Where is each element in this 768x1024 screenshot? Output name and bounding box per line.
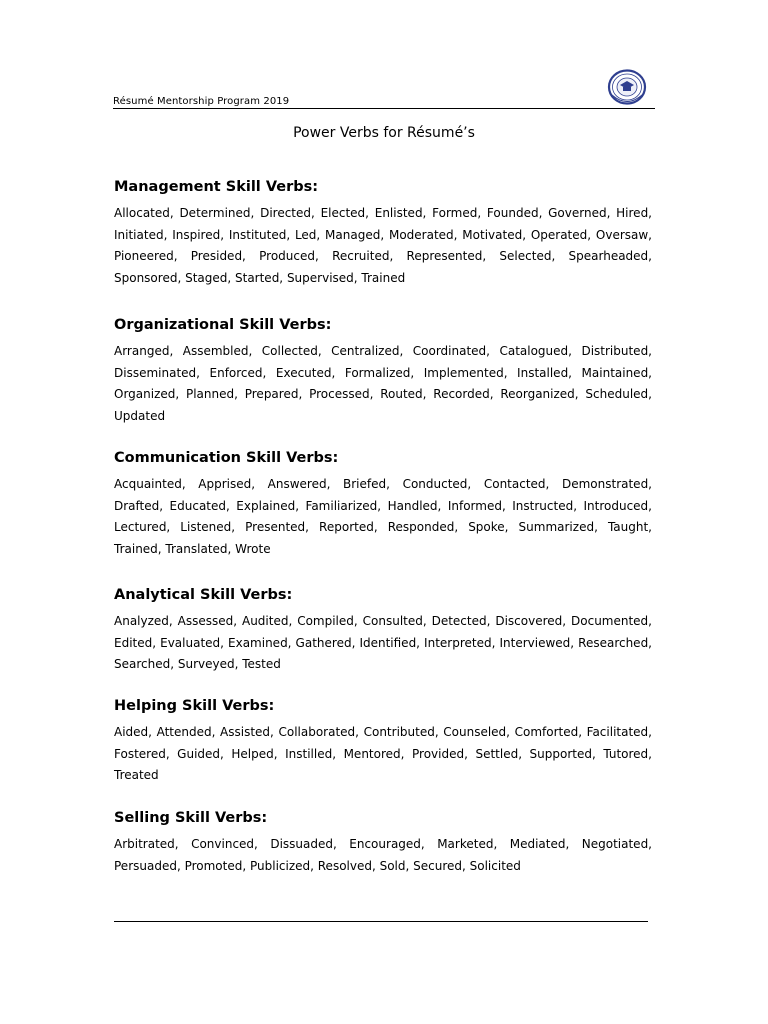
verb-list: Analyzed, Assessed, Audited, Compiled, Consulted, Detected, Discovered, Documented, Edited, Evaluated, Examined, Gathered, Identified, Interpreted, Interviewed, Researched, Searched, Surveyed, Tested: [114, 614, 652, 671]
page-title: Power Verbs for Résumé’s: [293, 125, 475, 141]
section-heading: Selling Skill Verbs:: [114, 810, 268, 826]
section-selling: [114, 808, 652, 877]
verb-list: Allocated, Determined, Directed, Elected, Enlisted, Formed, Founded, Governed, Hired, Initiated, Inspired, Instituted, Led, Managed, Moderated, Motivated, Operated, Oversaw, Pioneered, Presided, Produced, Recruited, Represented, Selected, Spearheaded, Sponsored, Staged, Started, Supervised, Trained: [114, 206, 652, 285]
section-helping: [114, 696, 652, 787]
section-heading: Communication Skill Verbs:: [114, 450, 339, 466]
verb-list: Arbitrated, Convinced, Dissuaded, Encouraged, Marketed, Mediated, Negotiated, Persuaded, Promoted, Publicized, Resolved, Sold, Secured, Solicited: [114, 837, 652, 873]
verb-list: Acquainted, Apprised, Answered, Briefed, Conducted, Contacted, Demonstrated, Drafted, Educated, Explained, Familiarized, Handled, Informed, Instructed, Introduced, Lectured, Listened, Presented, Reported, Responded, Spoke, Summarized, Taught, Trained, Translated, Wrote: [114, 477, 652, 556]
section-heading: Helping Skill Verbs:: [114, 698, 275, 714]
section-management: [114, 177, 652, 289]
header-rule: [113, 108, 655, 109]
section-heading: Management Skill Verbs:: [114, 179, 319, 195]
verb-list: Arranged, Assembled, Collected, Centralized, Coordinated, Catalogued, Distributed, Disseminated, Enforced, Executed, Formalized, Implemented, Installed, Maintained, Organized, Planned, Prepared, Processed, Routed, Recorded, Reorganized, Scheduled, Updated: [114, 344, 652, 423]
section-organizational: [114, 315, 652, 427]
section-heading: Analytical Skill Verbs:: [114, 587, 293, 603]
section-analytical: [114, 585, 652, 676]
verb-list: Aided, Attended, Assisted, Collaborated, Contributed, Counseled, Comforted, Facilitated, Fostered, Guided, Helped, Instilled, Mentored, Provided, Settled, Supported, Tutored, Treated: [114, 725, 652, 782]
header-program-text: Résumé Mentorship Program 2019: [113, 96, 290, 107]
section-heading: Organizational Skill Verbs:: [114, 317, 332, 333]
section-communication: [114, 448, 652, 560]
seal-logo-icon: [606, 68, 648, 106]
footer-rule: [114, 921, 648, 922]
